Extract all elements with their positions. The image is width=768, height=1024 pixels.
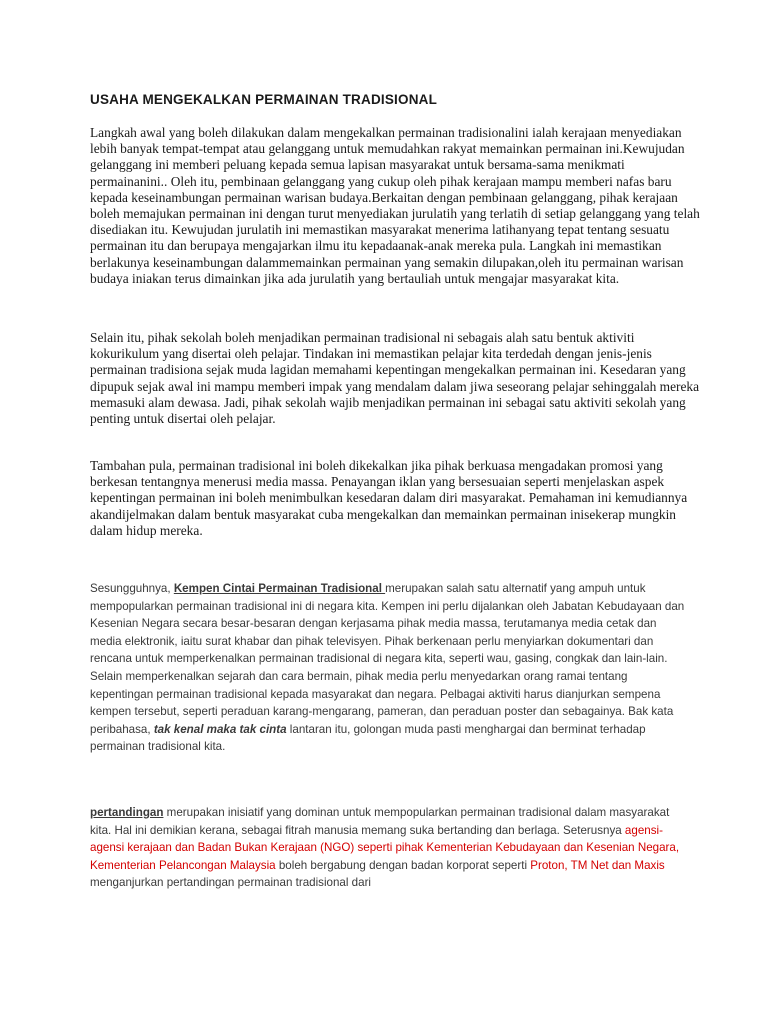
paragraph-5-tail: menganjurkan pertandingan permainan tradisional dari: [90, 876, 372, 890]
keyword-underlined: pertandingan: [90, 806, 164, 819]
paragraph-3: [90, 458, 700, 539]
paragraph-4-lead: Sesungguhnya,: [90, 582, 174, 595]
corporations-highlight: Proton, TM Net dan Maxis: [530, 858, 665, 872]
paragraph-5: [90, 804, 690, 892]
paragraph-1: [90, 125, 700, 287]
agencies-highlight: agensi-agensi kerajaan dan Badan Bukan Kerajaan (NGO) seperti pihak Kementerian Kebudayaan dan Kesenian Negara, Kementerian Pelancongan Malaysia: [90, 823, 680, 872]
paragraph-1-text: Langkah awal yang boleh dilakukan dalam mengekalkan permainan tradisionalini ialah kerajaan menyediakan lebih banyak tempat-tempat atau gelanggang untuk memudahkan rakyat memainkan permainan ini.Kewujudan gelanggang ini memberi peluang kepada semua lapisan masyarakat untuk bersama-sama menikmati permainanini.. Oleh itu, pembinaan gelanggang yang cukup oleh pihak kerajaan mampu memberi nafas baru kepada keseinambungan permainan warisan budaya.Berkaitan dengan pembinaan gelanggang, pihak kerajaan boleh memajukan permainan ini dengan turut menyediakan jurulatih yang terlatih di setiap gelanggang yang telah disediakan itu. Kewujudan jurulatih ini memastikan masyarakat menerima latihanyang tepat tentang sesuatu permainan itu dan berupaya mengajarkan ilmu itu kepadaanak-anak mereka pula. Langkah ini memastikan berlakunya keseinambungan dalammemainkan permainan yang semakin dilupakan,oleh itu permainan warisan budaya iniakan terus dimainkan jika ada jurulatih yang bertauliah untuk mengajar masyarakat kita.: [90, 125, 700, 286]
paragraph-4-tail: lantaran itu, golongan muda pasti menghargai dan berminat terhadap permainan tradisional kita.: [90, 722, 646, 754]
paragraph-4-body: merupakan salah satu alternatif yang ampuh untuk mempopularkan permainan tradisional ini di negara kita. Kempen ini perlu dijalankan oleh Jabatan Kebudayaan dan Kesenian Negara secara besar-besaran dengan kerjasama pihak media massa, terutamanya media cetak dan media elektronik, iaitu surat khabar dan pihak televisyen. Pihak berkenaan perlu menyiarkan dokumentari dan rencana untuk memperkenalkan permainan tradisional di negara kita, seperti wau, gasing, congkak dan lain-lain. Selain memperkenalkan sejarah dan cara bermain, pihak media perlu menyedarkan orang ramai tentang kepentingan permainan tradisional kepada masyarakat dan negara. Pelbagai aktiviti harus dianjurkan sempena kempen tersebut, seperti peraduan karang-mengarang, pameran, dan peraduan poster dan sebagainya. Bak kata peribahasa,: [90, 582, 685, 736]
paragraph-3-text: Tambahan pula, permainan tradisional ini boleh dikekalkan jika pihak berkuasa mengadakan promosi yang berkesan tentangnya menerusi media massa. Penayangan iklan yang bersesuaian seperti menjelaskan aspek kepentingan permainan ini boleh menimbulkan kesedaran dalam diri masyarakat. Pemahaman ini kemudiannya akandijelmakan dalam bentuk masyarakat cuba mengekalkan dan memainkan permainan inisekerap mungkin dalam hidup mereka.: [90, 458, 688, 538]
paragraph-2-text: Selain itu, pihak sekolah boleh menjadikan permainan tradisional ni sebagais alah satu bentuk aktiviti kokurikulum yang disertai oleh pelajar. Tindakan ini memastikan pelajar kita terdedah dengan jenis-jenis permainan tradisiona sejak muda lagidan memahami kepentingan mengekalkan permainan ini. Kesedaran yang dipupuk sejak awal ini mampu memberi impak yang mendalam dalam jiwa seseorang pelajar sehinggalah mereka memasuki alam dewasa. Jadi, pihak sekolah wajib menjadikan permainan ini sebagai satu aktiviti sekolah yang penting untuk disertai oleh pelajar.: [90, 330, 700, 427]
paragraph-5-body: merupakan inisiatif yang dominan untuk mempopularkan permainan tradisional dalam masyarakat kita. Hal ini demikian kerana, sebagai fitrah manusia memang suka bertanding dan berlaga. Seterusnya: [90, 806, 670, 837]
document-title: USAHA MENGEKALKAN PERMAINAN TRADISIONAL: [90, 92, 438, 107]
paragraph-2: [90, 330, 700, 427]
campaign-name-underlined: Kempen Cintai Permainan Tradisional: [173, 582, 386, 595]
paragraph-4-text: [90, 580, 690, 756]
proverb-italic: tak kenal maka tak cinta: [153, 722, 287, 736]
paragraph-5-text: [90, 804, 690, 892]
paragraph-4: [90, 580, 690, 756]
paragraph-5-mid: boleh bergabung dengan badan korporat seperti: [275, 858, 531, 872]
